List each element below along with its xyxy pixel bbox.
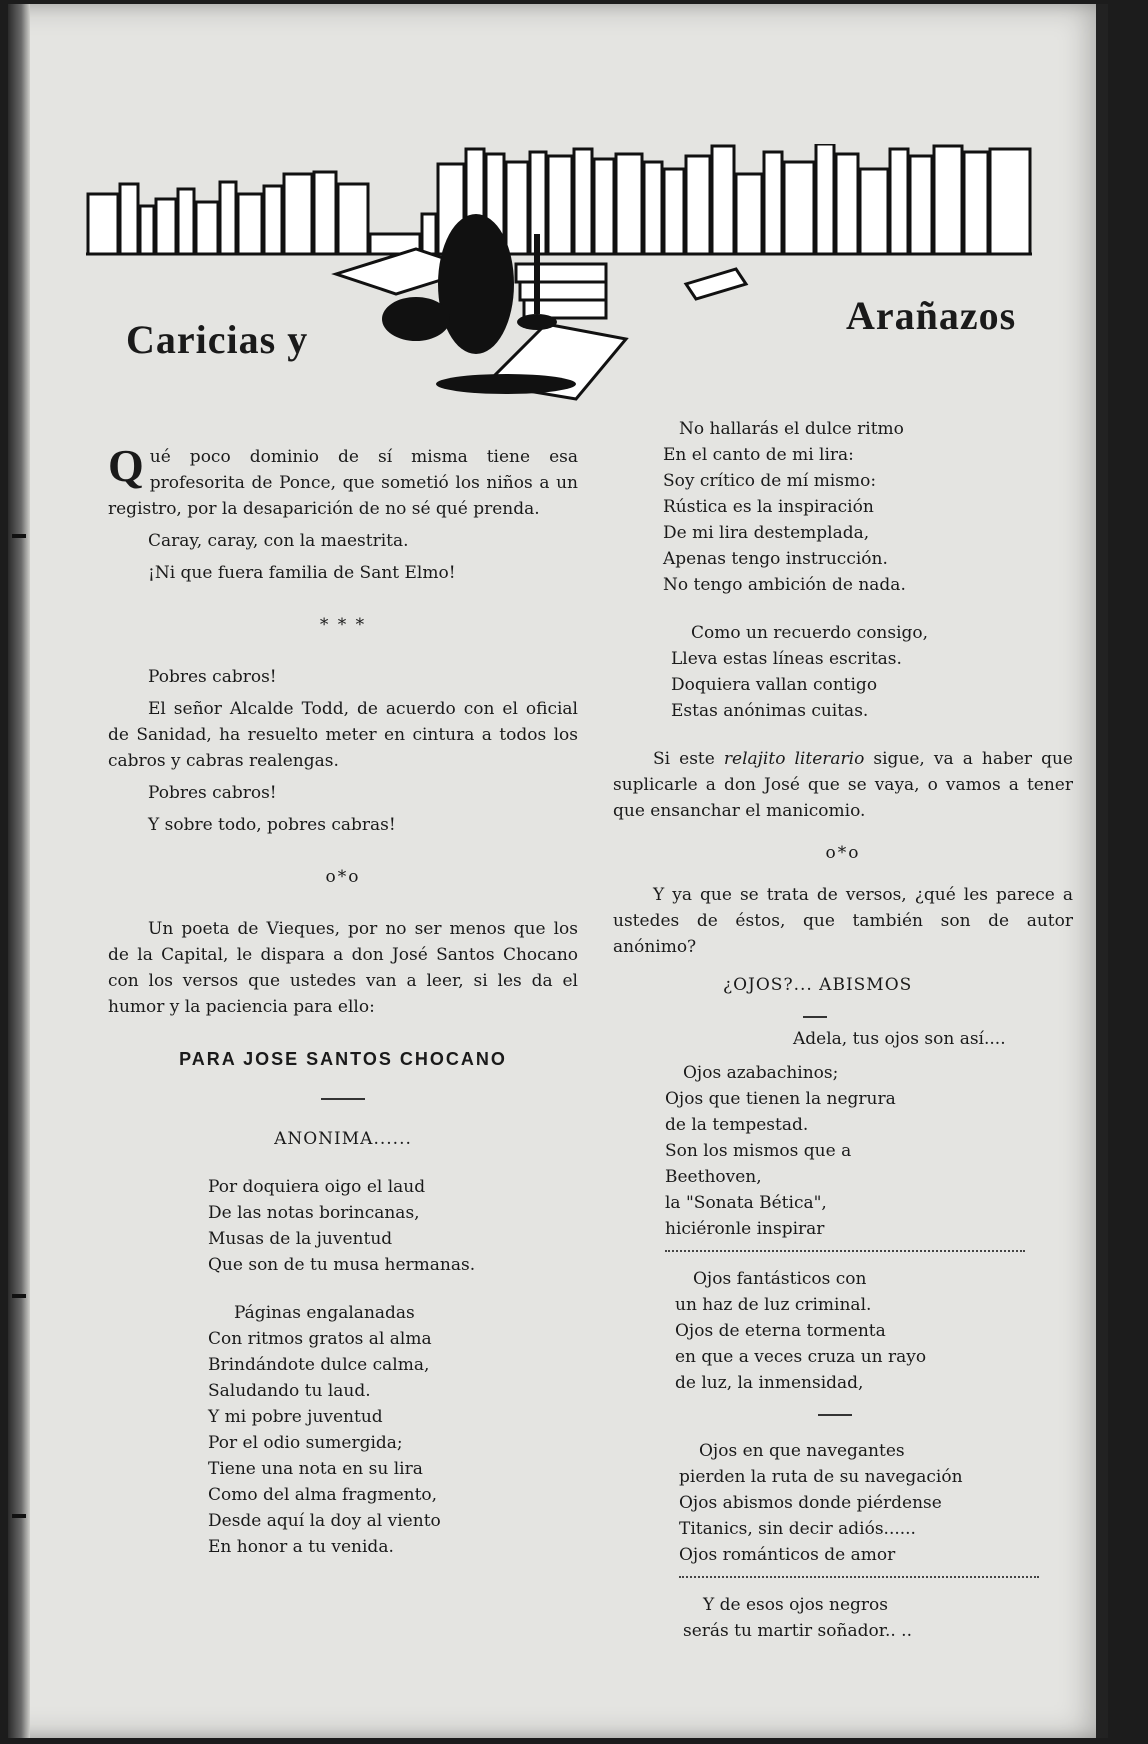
section-separator: * * * [319,615,367,635]
poem-line: Con ritmos gratos al alma [208,1329,432,1349]
poem-line: Estas anónimas cuitas. [671,701,869,721]
poem-line: De las notas borincanas, [208,1203,420,1223]
poem-line: en que a veces cruza un rayo [675,1347,927,1367]
paragraph [108,440,578,522]
poem-line: En honor a tu venida. [208,1537,394,1557]
poem-line: Adela, tus ojos son así.... [793,1029,1006,1049]
poem-line: Y de esos ojos negros [703,1595,888,1615]
poem-line: Ojos románticos de amor [679,1545,896,1565]
poem-line: Brindándote dulce calma, [208,1355,430,1375]
paragraph: Y ya que se trata de versos, ¿qué les parece a ustedes de éstos, que también son de autor anónimo? [613,885,1073,957]
poem-stanza [613,620,1073,724]
poem-line: la "Sonata Bética", [665,1193,827,1213]
poem-title: ¿OJOS?... ABISMOS [723,975,913,995]
poem-stanza [613,416,1073,598]
divider [613,1000,1073,1026]
italic-phrase: relajito literario [723,749,865,769]
paragraph: ¡Ni que fuera familia de Sant Elmo! [148,563,456,583]
poem-line: Doquiera vallan contigo [671,675,878,695]
book-spine-shadow [8,4,30,1738]
poem-stanza [613,1060,1073,1242]
title-right: Arañazos [846,293,1017,338]
paragraph: Y sobre todo, pobres cabras! [148,815,396,835]
poem-line: Tiene una nota en su lira [208,1459,423,1479]
poem-line: Apenas tengo instrucción. [663,549,888,569]
paragraph: Si este relajito literario sigue, va a haber que suplicarle a don José que se vaya, o vamos a tener que ensanchar el manicomio. [613,749,1073,821]
title-left: Caricias y [126,317,309,362]
poem-line: pierden la ruta de su navegación [679,1467,963,1487]
poem-line: hiciéronle inspirar [665,1219,825,1239]
left-column [108,440,578,1560]
binding-mark [12,534,26,538]
paragraph: Caray, caray, con la maestrita. [148,531,409,551]
poem-line: Como del alma fragmento, [208,1485,438,1505]
poem-line: Por doquiera oigo el laud [208,1177,426,1197]
poem-line: De mi lira destemplada, [663,523,870,543]
bookshelf-illustration [86,144,1056,414]
section-separator: o*o [325,867,361,887]
paragraph: El señor Alcalde Todd, de acuerdo con el oficial de Sanidad, ha resuelto meter en cintura a todos los cabros y cabras realengas. [108,699,578,771]
poem-line: Ojos en que navegantes [699,1441,905,1461]
binding-mark [12,1514,26,1518]
page-edge [1096,4,1108,1738]
poem-line: Como un recuerdo consigo, [691,623,929,643]
poem-stanza [613,1438,1073,1568]
poem-stanza [613,1266,1073,1396]
poem-subtitle: ANONIMA...... [274,1129,412,1149]
dotted-divider [665,1250,1025,1252]
poem-line: Son los mismos que a [665,1141,852,1161]
poem-line: un haz de luz criminal. [675,1295,872,1315]
poem-line: Ojos azabachinos; [683,1063,839,1083]
poem-line: Beethoven, [665,1167,762,1187]
divider [108,1082,578,1108]
poem-line: No tengo ambición de nada. [663,575,906,595]
poem-line: Que son de tu musa hermanas. [208,1255,476,1275]
right-column [613,416,1073,1644]
binding-mark [12,1294,26,1298]
poem-line: de luz, la inmensidad, [675,1373,864,1393]
poem-line: serás tu martir soñador.. .. [683,1621,912,1641]
section-separator: o*o [825,843,861,863]
poem-stanza [108,1174,578,1278]
poem-line: Desde aquí la doy al viento [208,1511,441,1531]
poem-title: PARA JOSE SANTOS CHOCANO [179,1049,507,1069]
poem-line: Ojos abismos donde piérdense [679,1493,942,1513]
paragraph-text: ué poco dominio de sí misma tiene esa profesorita de Ponce, que sometió los niños a un registro, por la desaparición de no sé qué prenda. [108,447,578,519]
poem-line: Ojos de eterna tormenta [675,1321,886,1341]
poem-stanza [613,1592,1073,1644]
poem-line: de la tempestad. [665,1115,809,1135]
paragraph: Un poeta de Vieques, por no ser menos que los de la Capital, le dispara a don José Santos Chocano con los versos que ustedes van a leer, si les da el humor y la paciencia para ello: [108,919,578,1017]
poem-line: Titanics, sin decir adiós...... [679,1519,916,1539]
magazine-page [8,4,1108,1738]
poem-line: Y mi pobre juventud [208,1407,383,1427]
poem-line: Rústica es la inspiración [663,497,874,517]
poem-line: Ojos fantásticos con [693,1269,867,1289]
drop-cap: Q [108,440,144,491]
poem-line: Lleva estas líneas escritas. [671,649,902,669]
divider [613,1398,1073,1424]
poem-line: Soy crítico de mí mismo: [663,471,877,491]
poem-line: Páginas engalanadas [234,1303,415,1323]
poem-stanza [108,1300,578,1560]
poem-line: Musas de la juventud [208,1229,393,1249]
poem-line: No hallarás el dulce ritmo [679,419,904,439]
poem-line: En el canto de mi lira: [663,445,854,465]
paragraph: Pobres cabros! [148,667,277,687]
poem-line: Ojos que tienen la negrura [665,1089,896,1109]
poem-line: Por el odio sumergida; [208,1433,403,1453]
poem-line: Saludando tu laud. [208,1381,371,1401]
paragraph: Pobres cabros! [148,783,277,803]
dotted-divider [679,1576,1039,1578]
